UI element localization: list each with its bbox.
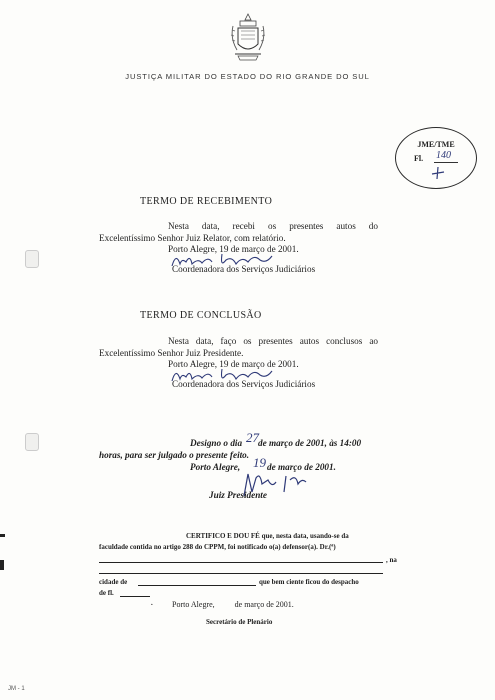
recebimento-role: Coordenadora dos Serviços Judiciários: [172, 264, 316, 274]
conclusao-line1: Nesta data, faço os presentes autos conclusos ao: [168, 336, 378, 346]
edge-mark-top: [0, 534, 5, 537]
extra-blank-line: [99, 573, 383, 574]
defensor-name-blank: [99, 562, 383, 563]
conclusao-date: Porto Alegre, 19 de março de 2001.: [168, 359, 299, 369]
conclusao-role: Coordenadora dos Serviços Judiciários: [172, 379, 316, 389]
coat-of-arms-logo: [229, 12, 267, 69]
certifico-cidade-label: cidade de: [99, 578, 128, 586]
stamp-label: JME/TME: [417, 140, 455, 149]
conclusao-title: TERMO DE CONCLUSÃO: [140, 310, 262, 321]
stamp-initial-mark: [430, 166, 446, 180]
secretario-role: Secretário de Plenário: [206, 618, 273, 626]
designo-line2: horas, para ser julgado o presente feito.: [99, 450, 250, 460]
designo-day-handwritten: 27: [246, 430, 259, 445]
punch-hole-bottom: [25, 433, 39, 451]
designo-date-day-handwritten: 19: [253, 455, 266, 470]
certifico-line3-end: , na: [386, 556, 397, 564]
recebimento-line1: Nesta data, recebi os presentes autos do: [168, 221, 378, 231]
folio-stamp: [395, 127, 477, 189]
designo-line1-start: Designo o dia: [190, 438, 243, 448]
certifico-date: Porto Alegre, de março de 2001.: [172, 600, 294, 609]
designo-line1-end: de março de 2001, às 14:00: [258, 438, 362, 448]
conclusao-line2: Excelentíssimo Senhor Juiz Presidente.: [99, 348, 244, 358]
folha-blank: [120, 596, 150, 597]
form-code: JM - 1: [8, 686, 25, 692]
designo-date-end: de março de 2001.: [267, 462, 336, 472]
certifico-line4-end: que bem ciente ficou do despacho: [259, 578, 359, 586]
certifico-line1: CERTIFICO E DOU FÉ que, nesta data, usando-se da: [186, 532, 349, 540]
certifico-line5: de fl.: [99, 589, 114, 597]
stamp-underline: [434, 162, 458, 163]
edge-mark-bottom: [0, 560, 4, 570]
institution-header: JUSTIÇA MILITAR DO ESTADO DO RIO GRANDE DO SUL: [125, 72, 370, 81]
cidade-blank: [138, 585, 256, 586]
stamp-folio-label: Fl.: [414, 154, 424, 163]
recebimento-title: TERMO DE RECEBIMENTO: [140, 196, 273, 207]
designo-date-start: Porto Alegre,: [190, 462, 241, 472]
folha-blank-period: .: [151, 599, 153, 607]
stamp-folio-number: 140: [436, 150, 451, 161]
punch-hole-top: [25, 250, 39, 268]
recebimento-line2: Excelentíssimo Senhor Juiz Relator, com relatório.: [99, 233, 286, 243]
recebimento-date: Porto Alegre, 19 de março de 2001.: [168, 244, 299, 254]
juiz-role: Juiz Presidente: [209, 490, 267, 500]
certifico-line2: faculdade contida no artigo 288 do CPPM, foi notificado o(a) defensor(a). Dr.(ª): [99, 543, 336, 551]
